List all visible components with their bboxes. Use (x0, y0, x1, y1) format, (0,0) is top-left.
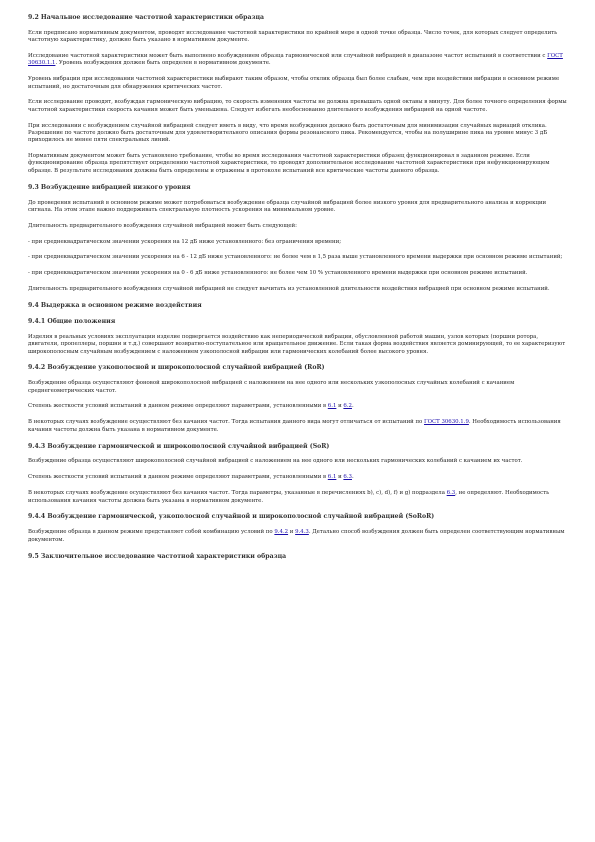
section-6-1-link[interactable]: 6.1 (327, 474, 337, 481)
paragraph: Длительность предварительного возбуждения случайной вибрацией может быть следующей: (28, 222, 297, 229)
section-heading-9-4-3: 9.4.3 Возбуждение гармонической и широкополосной случайной вибрацией (SoR) (28, 442, 330, 450)
paragraph: В некоторых случаях возбуждение осуществляют без качания частот. Тогда параметры, указанные в перечислениях b), c), d), f) и g) подраздела 6.3, не определяют. Необходимость использования качания частоты должна быть указана в нормативном документе. (28, 490, 550, 504)
paragraph: В некоторых случаях возбуждение осуществляют без качания частот. Тогда испытания данного вида могут отличаться от испытаний по ГОСТ 30630.1.9. Необходимость использования качания частоты должна быть указана в нормативном документе. (28, 419, 561, 433)
section-9-4-3-link[interactable]: 9.4.3 (295, 529, 309, 536)
section-heading-9-2: 9.2 Начальное исследование частотной характеристики образца (28, 14, 265, 21)
section-heading-9-4-2: 9.4.2 Возбуждение узкополосной и широкополосной случайной вибрацией (RoR) (28, 364, 325, 372)
section-6-3-link[interactable]: 6.3 (343, 474, 352, 481)
paragraph: Степень жесткости условий испытаний в данном режиме определяют параметрами, установленными в 6.1 и 6.3. (28, 474, 354, 481)
paragraph: Если исследование проводят, возбуждая гармоническую вибрацию, то скорость изменения частоты не должна превышать одной октавы в минуту. Для более точного определения формы частотной характеристики скорость качания может быть уменьшена. Следует избегать необоснованно длительного возбуждения вибрацией на одной частоте. (28, 99, 567, 113)
section-9-4-2-link[interactable]: 9.4.2 (274, 529, 289, 536)
paragraph: Длительность предварительного возбуждения случайной вибрацией не следует вычитать из установленной длительности воздействия вибрацией при основном режиме испытаний. (28, 286, 550, 293)
gost-30630-1-1-link[interactable]: ГОСТ 30630.1.1 (28, 53, 563, 67)
document-body (28, 14, 568, 568)
paragraph: Степень жесткости условий испытаний в данном режиме определяют параметрами, установленными в 6.1 и 6.2. (28, 403, 354, 410)
paragraph: Если предписано нормативным документом, проводят исследование частотной характеристики по крайней мере в одной точке образца. Число точек, для которых следует определить частотную характеристику, должно быть указано в нормативном документе. (28, 29, 558, 44)
paragraph: Возбуждение образца в данном режиме представляет собой комбинацию условий по 9.4.2 и 9.4.3. Детально способ возбуждения должен быть определен соответствующим нормативным документом. (28, 529, 565, 543)
paragraph: До проведения испытаний в основном режиме может потребоваться возбуждение образца случайной вибрацией более низкого уровня для предварительного анализа и коррекции сигнала. На этом этапе важно поддерживать спектральную плотность ускорения на минимальном уровне. (28, 199, 547, 213)
paragraph: Уровень вибрации при исследовании частотной характеристики выбирают таким образом, чтобы отклик образца был более слабым, чем при воздействии вибрации в основном режиме испытаний, но достаточным для обнаружения критических частот. (28, 76, 560, 90)
section-heading-9-5: 9.5 Заключительное исследование частотной характеристики образца (28, 552, 287, 560)
paragraph: Возбуждение образца осуществляют широкополосной случайной вибрацией с наложением на нее одного или нескольких гармонических колебаний с качанием их частот. (28, 458, 523, 465)
section-6-3-link[interactable]: 6.3 (446, 490, 456, 497)
list-item: - при среднеквадратическом значении ускорения на 6 - 12 дБ ниже установленного: не более чем в 1,5 раза выше установленного времени выдержки при основном режиме испытаний; (28, 254, 563, 261)
section-6-2-link[interactable]: 6.2 (343, 403, 352, 410)
paragraph: Возбуждение образца осуществляют фоновой широкополосной вибрацией с наложением на нее одного или нескольких узкополосных случайных колебаний с качанием среднегеометрических частот. (28, 380, 515, 394)
section-heading-9-4-1: 9.4.1 Общие положения (28, 318, 116, 326)
gost-30630-1-9-link[interactable]: ГОСТ 30630.1.9 (424, 419, 469, 426)
paragraph: Нормативным документом может быть установлено требование, чтобы во время исследования частотной характеристики образец функционировал в заданном режиме. Если функционирование образца препятствует определению частотной характеристики, то проводят дополнительное исследование частотной характеристики при нефункционирующем образце. В результате исследования должны быть определены и отражены в протоколе испытаний все критические частоты данного образца. (28, 153, 550, 174)
list-item: - при среднеквадратическом значении ускорения на 0 - 6 дБ ниже установленного: не более чем 10 % установленного времени выдержки при основном режиме испытаний. (28, 270, 528, 277)
list-item: - при среднеквадратическом значении ускорения на 12 дБ ниже установленного: без ограничения времени; (28, 238, 342, 245)
section-heading-9-4-4: 9.4.4 Возбуждение гармонической, узкополосной случайной и широкополосной случайной вибрацией (SoRoR) (28, 513, 435, 521)
section-heading-9-3: 9.3 Возбуждение вибрацией низкого уровня (28, 183, 191, 191)
paragraph: При исследовании с возбуждением случайной вибрацией следует иметь в виду, что время возбуждения должно быть достаточным для минимизации случайных вариаций отклика. Разрешение по частоте должно быть достаточным для удовлетворительного описания формы резонансного пика. Рекомендуется, чтобы на полуширине пика на уровне минус 3 дБ приходилось не менее пяти спектральных линий. (28, 122, 548, 144)
section-heading-9-4: 9.4 Выдержка в основном режиме воздействия (28, 302, 202, 310)
paragraph: Исследование частотной характеристики может быть выполнено возбуждением образца гармонической или случайной вибрацией в диапазоне частот испытаний в соответствии с ГОСТ 30630.1.1. Уровень возбуждения должен быть определен в нормативном документе. (28, 53, 563, 67)
section-6-1-link[interactable]: 6.1 (327, 403, 337, 410)
paragraph: Изделия в реальных условиях эксплуатации изделие подвергается воздействию как непериодической вибрации, обусловленной работой машин, узлов которых (поршни ротора, двигатели, пропеллеры, поршни и т.д.) совершают возвратно-поступательное или вращательное движение. Если такая форма воздействия является доминирующей, то ее характеризуют широкополосным случайным возбуждением с наложением узкополосной вибрации или гармонических колебаний более высокого уровня. (28, 333, 566, 355)
